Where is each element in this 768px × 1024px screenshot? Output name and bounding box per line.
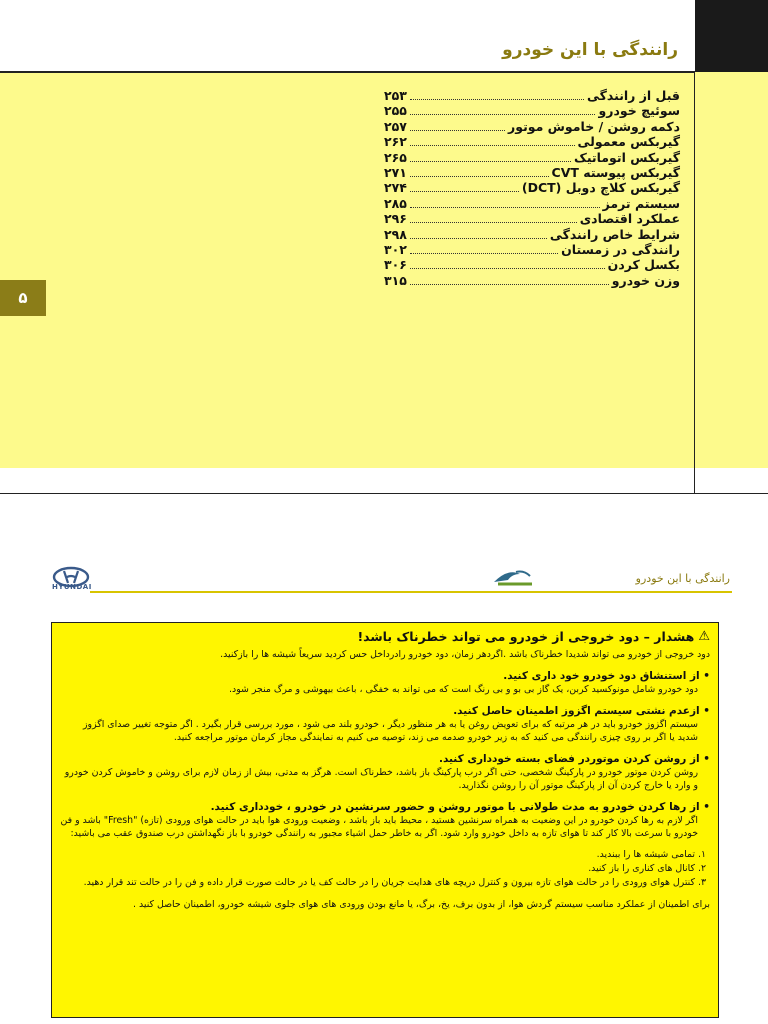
toc-item[interactable]: سوئیچ خودرو ۲۵۵ <box>384 103 680 119</box>
numbered-list <box>60 848 710 890</box>
warning-intro: دود خروجی از خودرو می تواند شدیدا خطرناک باشد .اگردهر زمان، دود خودرو رادرداخل حس کردید سریعاً شیشه ها را بازکنید. <box>220 649 710 660</box>
toc-item[interactable]: دکمه روشن / خاموش موتور ۲۵۷ <box>384 118 680 134</box>
warning-bullet-heading: • از استنشاق دود خودرو خود داری کنید. <box>503 670 710 682</box>
chapter-title: رانندگی با این خودرو <box>502 40 678 60</box>
warning-final-note: برای اطمینان از عملکرد مناسب سیستم گردش هوا، از بدون برف، یخ، برگ، یا مانع بودن ورودی های هوای جلوی شیشه خودرو، اطمینان حاصل کنید . <box>132 899 710 910</box>
toc-item[interactable]: قبل از رانندگی ۲۵۳ <box>384 88 680 103</box>
page-divider <box>0 493 768 494</box>
warning-bullet-body: اگر لازم به رها کردن خودرو در این وضعیت به همراه سرنشین هستید ، محیط باید باز باشد ، وضعیت ورودی هوا باید در حالت هوای ورودی (تازه) "Fresh" باشد و فن خودرو با سرعت بالا کار کند تا هوای تازه به داخل خودرو وارد شود. اگر به خاطر حمل اشیاء مجبور به رانندگی خودرو با باز نگهداشتن درب صندوق عقب می باشید: <box>60 815 698 839</box>
toc-item[interactable]: شرایط خاص رانندگی ۲۹۸ <box>384 226 680 242</box>
warning-bullet-heading: • ازعدم نشتی سیستم اگزوز اطمینان حاصل کنید. <box>453 705 710 717</box>
warning-box <box>51 622 719 1018</box>
toc-item[interactable]: رانندگی در زمستان ۳۰۲ <box>384 241 680 257</box>
toc-item[interactable]: گیربکس معمولی ۲۶۲ <box>384 134 680 150</box>
warning-bullet-heading: • از رها کردن خودرو به مدت طولانی با موتور روشن و حضور سرنشین در خودرو ، خودداری کنید. <box>210 801 710 813</box>
page-header-title: رانندگی با این خودرو <box>635 572 730 585</box>
header-rule <box>0 71 695 73</box>
vertical-rule <box>694 72 695 494</box>
toc-item[interactable]: گیربکس اتوماتیک ۲۶۵ <box>384 149 680 165</box>
toc-item[interactable]: بکسل کردن ۳۰۶ <box>384 257 680 273</box>
kerman-motor-logo-icon <box>490 566 536 588</box>
warning-title: ⚠ هشدار – دود خروجی از خودرو می تواند خطرناک باشد! <box>357 629 710 644</box>
toc-item[interactable]: گیربکس پیوسته CVT ۲۷۱ <box>384 164 680 180</box>
toc-item[interactable]: وزن خودرو ۳۱۵ <box>384 272 680 288</box>
toc-item[interactable]: عملکرد اقتصادی ۲۹۶ <box>384 211 680 227</box>
warning-triangle-icon: ⚠ <box>698 629 710 644</box>
list-item: ۱. تمامی شیشه ها را ببندید. <box>596 849 706 860</box>
warning-bullet-body: روشن کردن موتور خودرو در پارکینگ شخصی، حتی اگر درب پارکینگ باز باشد، خطرناک است. هرگز به مدتی، بیش از زمان لازم برای روشن و خاموش کردن خودرو و وارد یا خارج کردن آن از پارکینگ موتور آن را روشن نگذارید. <box>64 767 698 791</box>
page-header-rule <box>90 591 732 593</box>
warning-bullet-body: دود خودرو شامل مونوکسید کربن، یک گاز بی بو و بی رنگ است که می تواند به خفگی ، باعث بیهوشی و مرگ منجر شود. <box>229 684 698 695</box>
chapter-cover <box>0 0 768 470</box>
chapter-number-badge: ۵ <box>0 280 46 316</box>
toc-item[interactable]: سیستم ترمز ۲۸۵ <box>384 195 680 211</box>
warning-bullet-heading: • از روشن کردن موتوردر فضای بسته خودداری کنید. <box>438 753 710 765</box>
toc-item[interactable]: گیربکس کلاچ دوبل (DCT) ۲۷۴ <box>384 180 680 196</box>
table-of-contents <box>384 88 680 288</box>
list-item: ۲. کانال های کناری را باز کنید. <box>588 863 706 874</box>
cover-header <box>0 0 695 72</box>
hyundai-logo-text: HYUNDAI <box>52 583 92 591</box>
chapter-tab <box>695 0 768 78</box>
warning-bullet-body: سیستم اگزوز خودرو باید در هر مرتبه که برای تعویض روغن یا به هر منظور دیگر ، خودرو بلند می شود ، مورد بررسی قرار بگیرد . اگر متوجه تغییر صدای اگزوز شدید یا اگر بر روی چیزی رانندگی می کنید که به زیر خودرو صدمه می زند، توصیه می کنیم به نمایندگی مجاز کرمان موتور مراجعه کنید. <box>83 719 698 743</box>
list-item: ۳. کنترل هوای ورودی را در حالت هوای تازه بیرون و کنترل دریچه های هدایت جریان را در حالت کف یا در حالت صورت قرار داده و فن را در حالت تند قرار دهید. <box>83 877 706 888</box>
